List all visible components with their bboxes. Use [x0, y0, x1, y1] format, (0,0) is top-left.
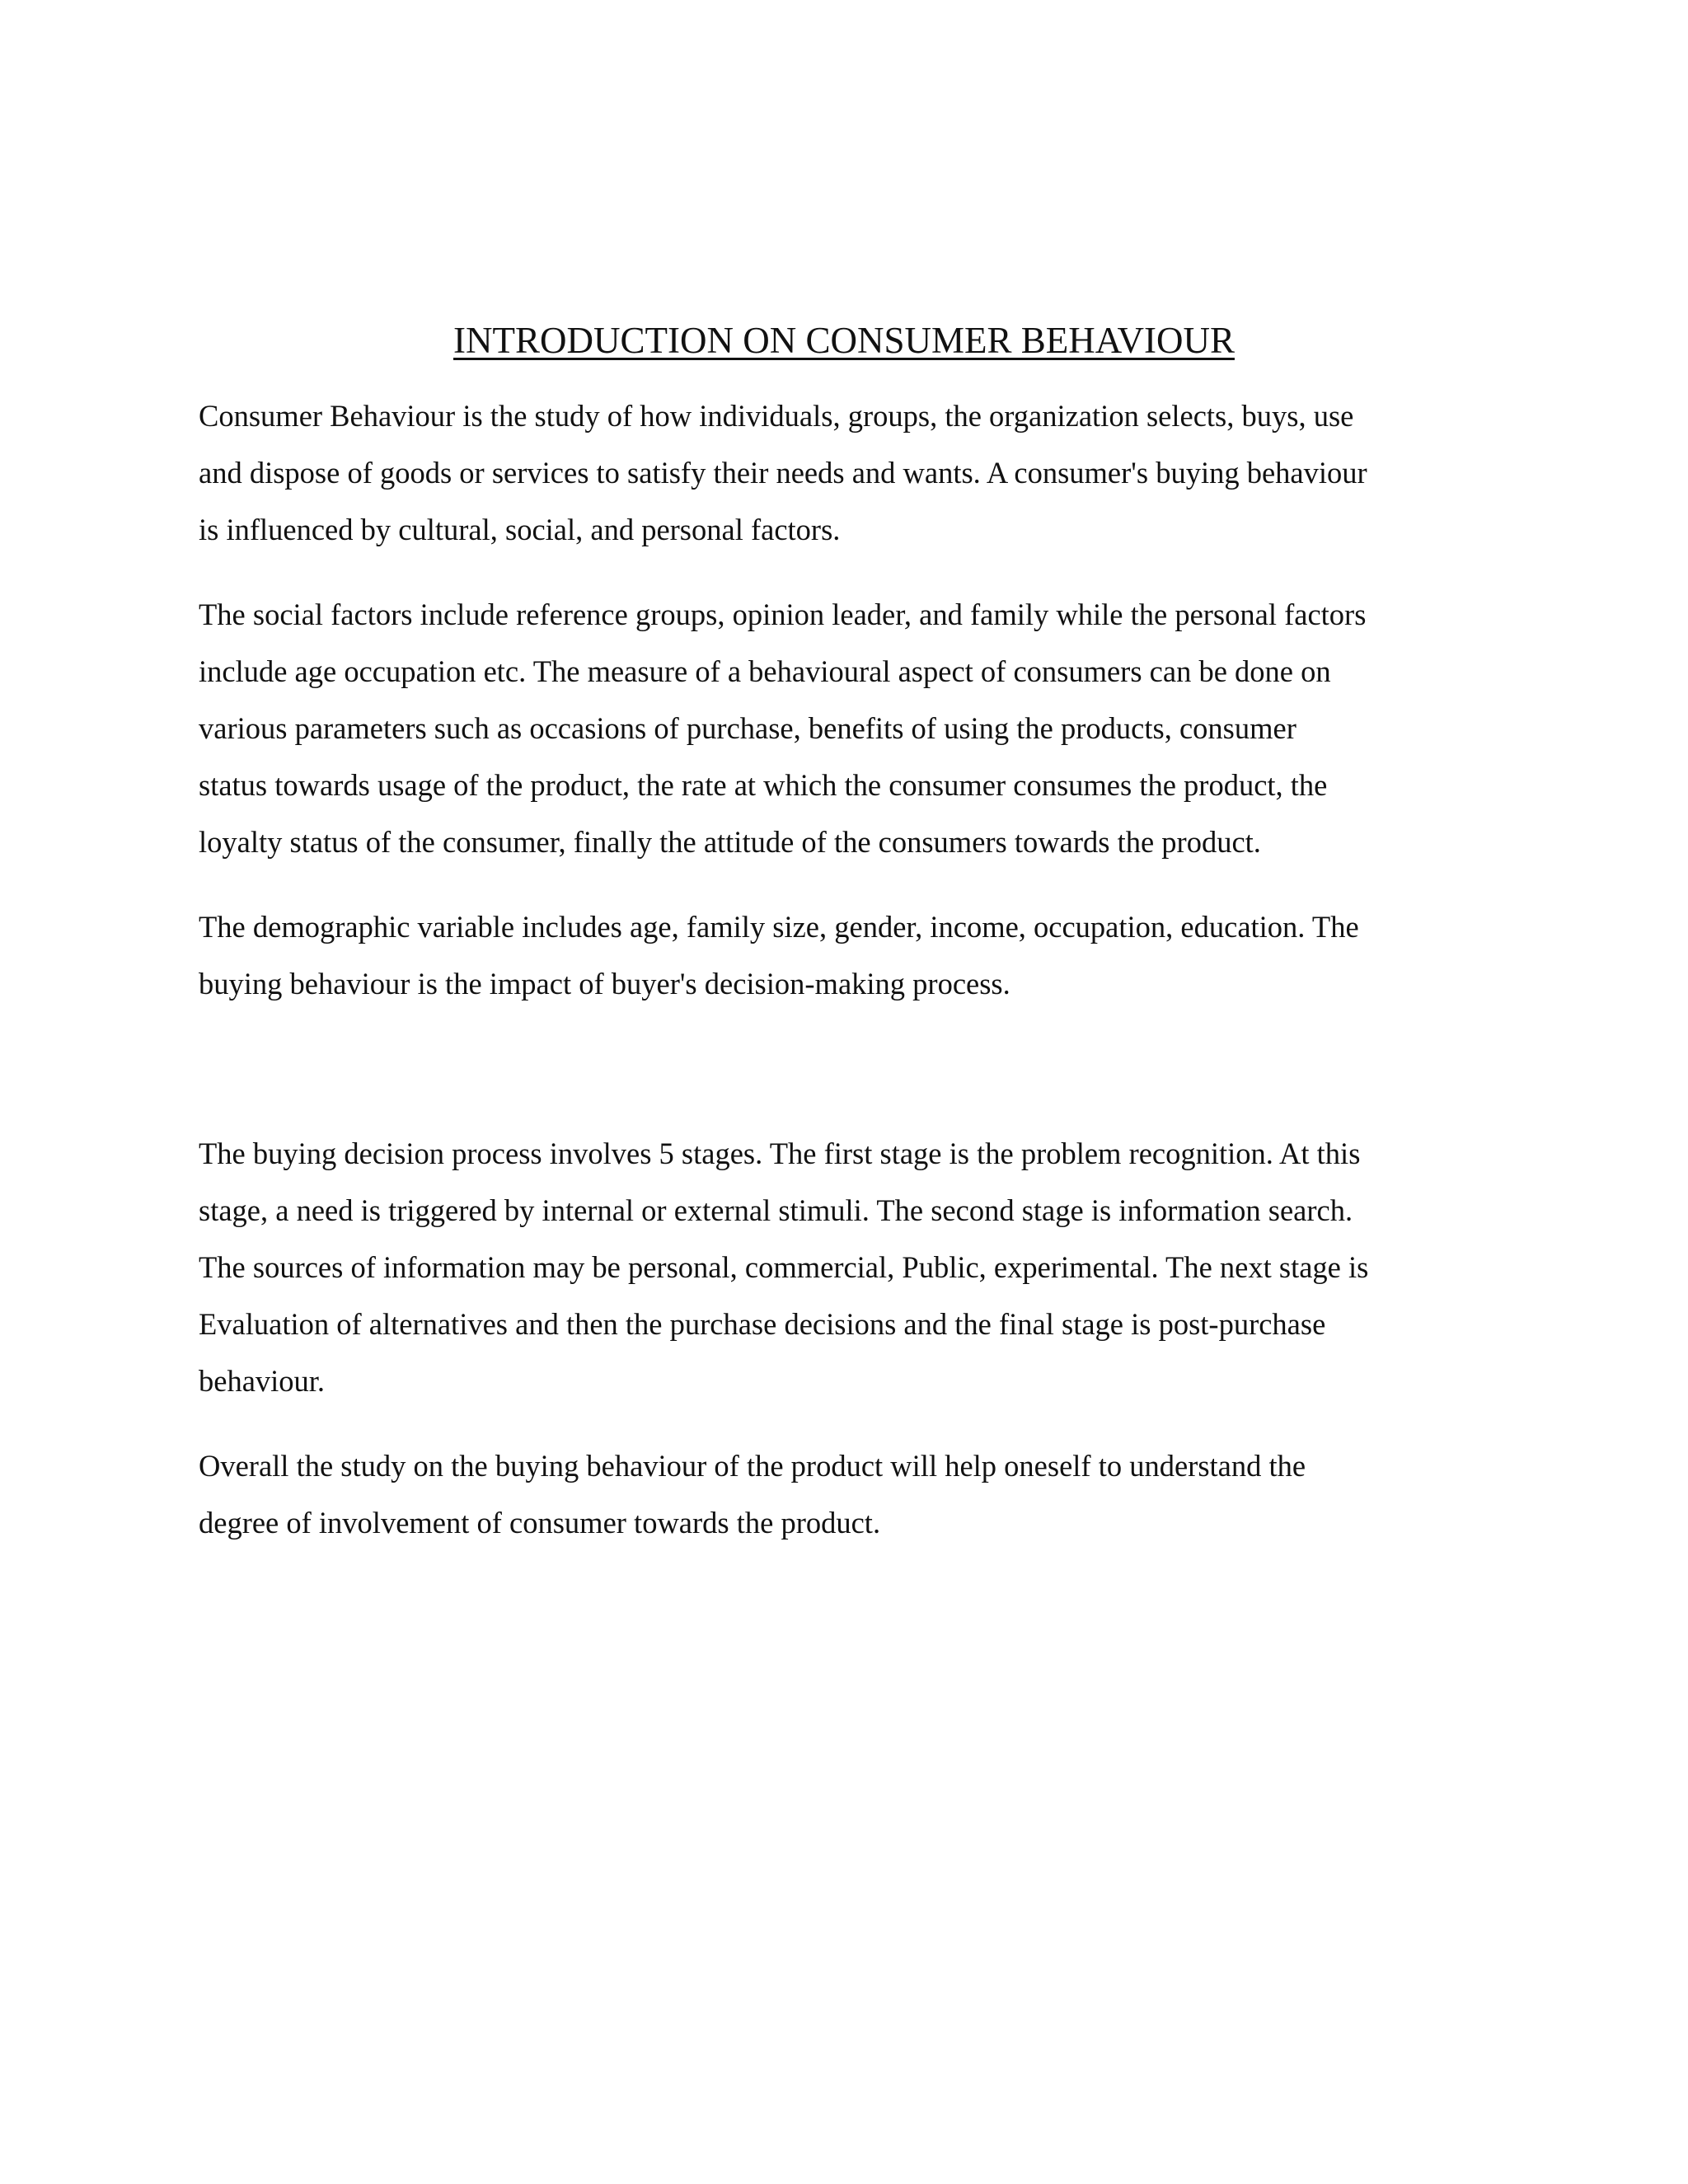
paragraph-social-factors: The social factors include reference groups, opinion leader, and family while the personal factors include age occupation etc. The measure of a behavioural aspect of consumers can be done on various parameters such as occasions of purchase, benefits of using the products, consumer status towards usage of the product, the rate at which the consumer consumes the product, the loyalty status of the consumer, finally the attitude of the consumers towards the product.	[199, 598, 1367, 859]
page-title	[0, 316, 1688, 365]
paragraph-demographic: The demographic variable includes age, family size, gender, income, occupation, education. The buying behaviour is the impact of buyer's decision-making process.	[199, 910, 1359, 1001]
paragraph-conclusion: Overall the study on the buying behaviour of the product will help oneself to understand the degree of involvement of consumer towards the product.	[199, 1449, 1306, 1540]
paragraph-decision-process: The buying decision process involves 5 stages. The first stage is the problem recognition. At this stage, a need is triggered by internal or external stimuli. The second stage is information search. The sources of information may be personal, commercial, Public, experimental. The next stage is Evaluation of alternatives and then the purchase decisions and the final stage is post-purchase behaviour.	[199, 1137, 1369, 1398]
paragraph-definition: Consumer Behaviour is the study of how individuals, groups, the organization selects, buys, use and dispose of goods or services to satisfy their needs and wants. A consumer's buying behaviour is influenced by cultural, social, and personal factors.	[199, 399, 1367, 546]
page-title-text: INTRODUCTION ON CONSUMER BEHAVIOUR	[453, 320, 1235, 361]
